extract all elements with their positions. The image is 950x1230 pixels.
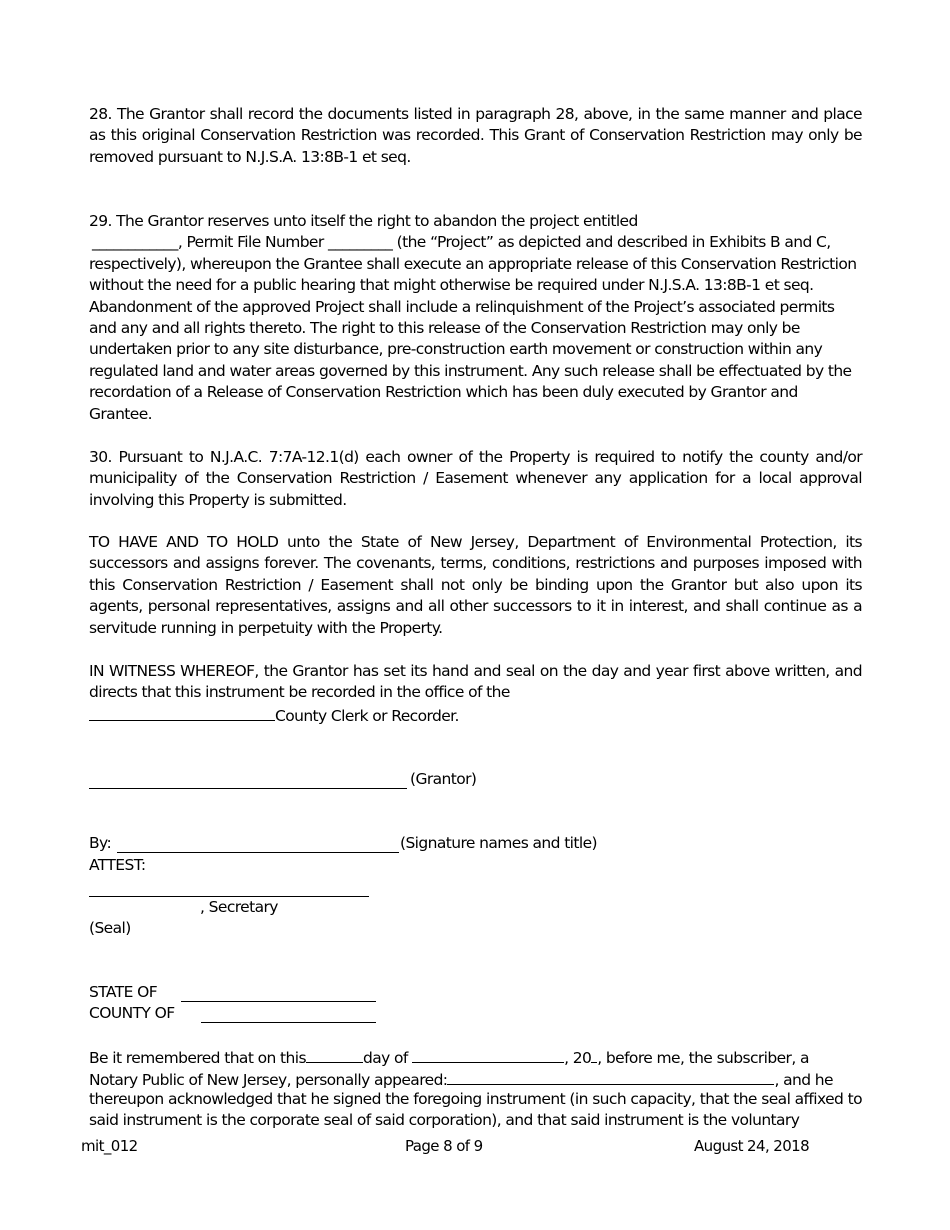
day-blank [306, 1046, 363, 1063]
habendum-clause: TO HAVE AND TO HOLD unto the State of New Jersey, Department of Environmental Protection, its successors and assigns forever. The covenants, terms, conditions, restrictions and purposes imposed with this Conservation Restriction / Easement shall not only be binding upon the Grantor but also upon its agents, personal representatives, assigns and all other successors to it in interest, and shall continue as a servitude running in perpetuity with the Property. [89, 533, 862, 637]
county-name-blank [89, 704, 275, 721]
state-of-label: STATE OF [89, 983, 158, 1001]
county-of-label: COUNTY OF [89, 1004, 175, 1022]
paragraph-29 [89, 211, 862, 425]
notary-line-1 [89, 1046, 809, 1069]
permit-file-label: , Permit File Number [177, 233, 324, 252]
paragraph-28: 28. The Grantor shall record the documents listed in paragraph 28, above, in the same manner and place as this original Conservation Restriction was recorded. This Grant of Conservation Restriction may only be removed pursuant to N.J.S.A. 13:8B-1 et seq. [89, 105, 862, 166]
by-signature-line [117, 852, 399, 853]
before-me-text: , before me, the subscriber, a [597, 1049, 809, 1067]
year-prefix: , 20 [564, 1049, 592, 1067]
day-label: day of [362, 1049, 408, 1067]
grantor-label: (Grantor) [410, 770, 477, 788]
month-blank [412, 1046, 564, 1063]
state-blank [181, 1001, 376, 1002]
permit-number-blank: _________ [327, 233, 393, 252]
by-label: By: [89, 834, 112, 852]
county-blank [201, 1022, 376, 1023]
attest-label: ATTEST: [89, 856, 146, 874]
witness-text: IN WITNESS WHEREOF, the Grantor has set its hand and seal on the day and year first above written, and directs that this instrument be recorded in the office of the [89, 662, 862, 702]
seal-label: (Seal) [89, 919, 131, 937]
secretary-label: , Secretary [200, 898, 278, 916]
paragraph-29-text: (the “Project” as depicted and described in Exhibits B and C, respectively), whereupon the Grantee shall execute an appropriate release of this Conservation Restriction without the need for a public hearing that might otherwise be required under N.J.S.A. 13:8B-1 et seq. Abandonment of the approved Project shall include a relinquishment of the Project’s associated permits and any and all rights thereto. The right to this release of the Conservation Restriction may only be undertaken prior to any site disturbance, pre-construction earth movement or construction within any regulated land and water areas governed by this instrument. Any such release shall be effectuated by the recordation of a Release of Conservation Restriction which has been duly executed by Grantor and Grantee. [89, 233, 857, 423]
notary-public-text: Notary Public of New Jersey, personally appeared: [89, 1071, 448, 1089]
appeared-name-blank [447, 1068, 774, 1085]
paragraph-29-first-line: 29. The Grantor reserves unto itself the right to abandon the project entitled [89, 212, 638, 230]
notary-line-2 [89, 1068, 833, 1091]
witness-clause [89, 661, 862, 727]
footer-date: August 24, 2018 [694, 1137, 810, 1155]
footer-form-id: mit_012 [81, 1137, 138, 1155]
footer-page-number: Page 8 of 9 [405, 1137, 483, 1155]
signature-names-label: (Signature names and title) [400, 834, 597, 852]
paragraph-30: 30. Pursuant to N.J.A.C. 7:7A-12.1(d) each owner of the Property is required to notify the county and/or municipality of the Conservation Restriction / Easement whenever any application for a local approval involving this Property is submitted. [89, 448, 862, 509]
and-he-text: , and he [774, 1071, 833, 1089]
county-clerk-label: County Clerk or Recorder. [275, 706, 459, 725]
notary-acknowledgment-text: thereupon acknowledged that he signed the foregoing instrument (in such capacity, that the seal affixed to said instrument is the corporate seal of said corporation), and that said instrument is the voluntary [89, 1090, 862, 1130]
grantor-signature-line [89, 788, 407, 789]
notary-intro: Be it remembered that on this [89, 1049, 306, 1067]
county-clerk-line [89, 704, 862, 727]
paragraph-29-body [89, 232, 862, 425]
project-name-blank: ____________ [92, 233, 178, 252]
